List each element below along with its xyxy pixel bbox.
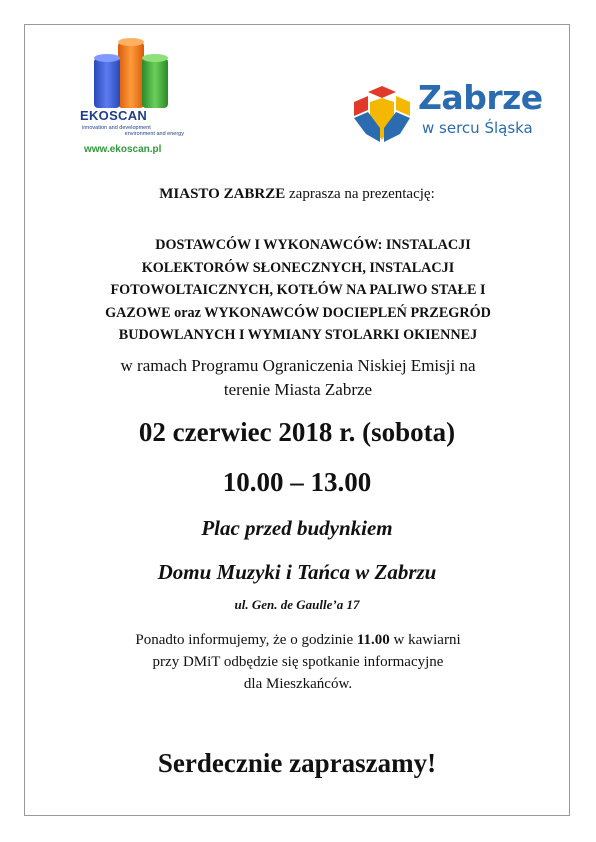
program-line-2: terenie Miasta Zabrze — [223, 380, 373, 399]
invitation-suffix: zaprasza na prezentację: — [285, 186, 435, 202]
vendors-line-3: FOTOWOLTAICZNYCH, KOTŁÓW NA PALIWO STAŁE I — [110, 282, 486, 298]
ekoscan-url: www.ekoscan.pl — [84, 144, 162, 155]
event-place-line-2: Domu Muzyki i Tańca w Zabrzu — [157, 560, 437, 584]
zabrze-heart-icon — [348, 84, 418, 144]
ekoscan-name: EKOSCAN — [80, 108, 148, 123]
invitation-line — [24, 186, 570, 203]
zabrze-logo-name: Zabrze — [418, 78, 543, 117]
info-line-1-suffix: w kawiarni — [389, 632, 461, 648]
info-paragraph — [60, 629, 536, 695]
info-line-1 — [60, 629, 536, 651]
event-date: 02 czerwiec 2018 r. (sobota) — [138, 417, 456, 447]
info-line-2: przy DMiT odbędzie się spotkanie informacyjne — [152, 654, 444, 670]
ekoscan-tagline-1: innovation and development — [82, 125, 151, 131]
vendors-block — [60, 234, 536, 347]
closing-text: Serdecznie zapraszamy! — [157, 748, 437, 778]
ekoscan-tagline-2: environment and energy — [124, 131, 184, 137]
vendors-line-2: KOLEKTORÓW SŁONECZNYCH, INSTALACJI — [141, 259, 455, 276]
info-line-3: dla Mieszkańców. — [243, 676, 353, 692]
vendors-line-5: BUDOWLANYCH I WYMIANY STOLARKI OKIENNEJ — [118, 327, 478, 343]
ekoscan-logo-icon — [80, 36, 190, 158]
zabrze-logo-tagline: w sercu Śląska — [422, 119, 533, 137]
vendors-line-4: GAZOWE oraz WYKONAWCÓW DOCIEPLEŃ PRZEGRÓD — [105, 304, 491, 321]
vendors-line-1: DOSTAWCÓW I WYKONAWCÓW: INSTALACJI — [155, 237, 471, 253]
program-text — [50, 354, 546, 402]
event-place-line-1: Plac przed budynkiem — [201, 516, 393, 540]
event-street: ul. Gen. de Gaulle’a 17 — [234, 597, 360, 612]
event-time: 10.00 – 13.00 — [222, 467, 372, 497]
invitation-host: MIASTO ZABRZE — [159, 186, 286, 202]
info-line-1-prefix: Ponadto informujemy, że o godzinie — [135, 632, 357, 648]
program-line-1: w ramach Programu Ograniczenia Niskiej Emisji na — [120, 356, 476, 375]
info-time: 11.00 — [356, 632, 390, 648]
